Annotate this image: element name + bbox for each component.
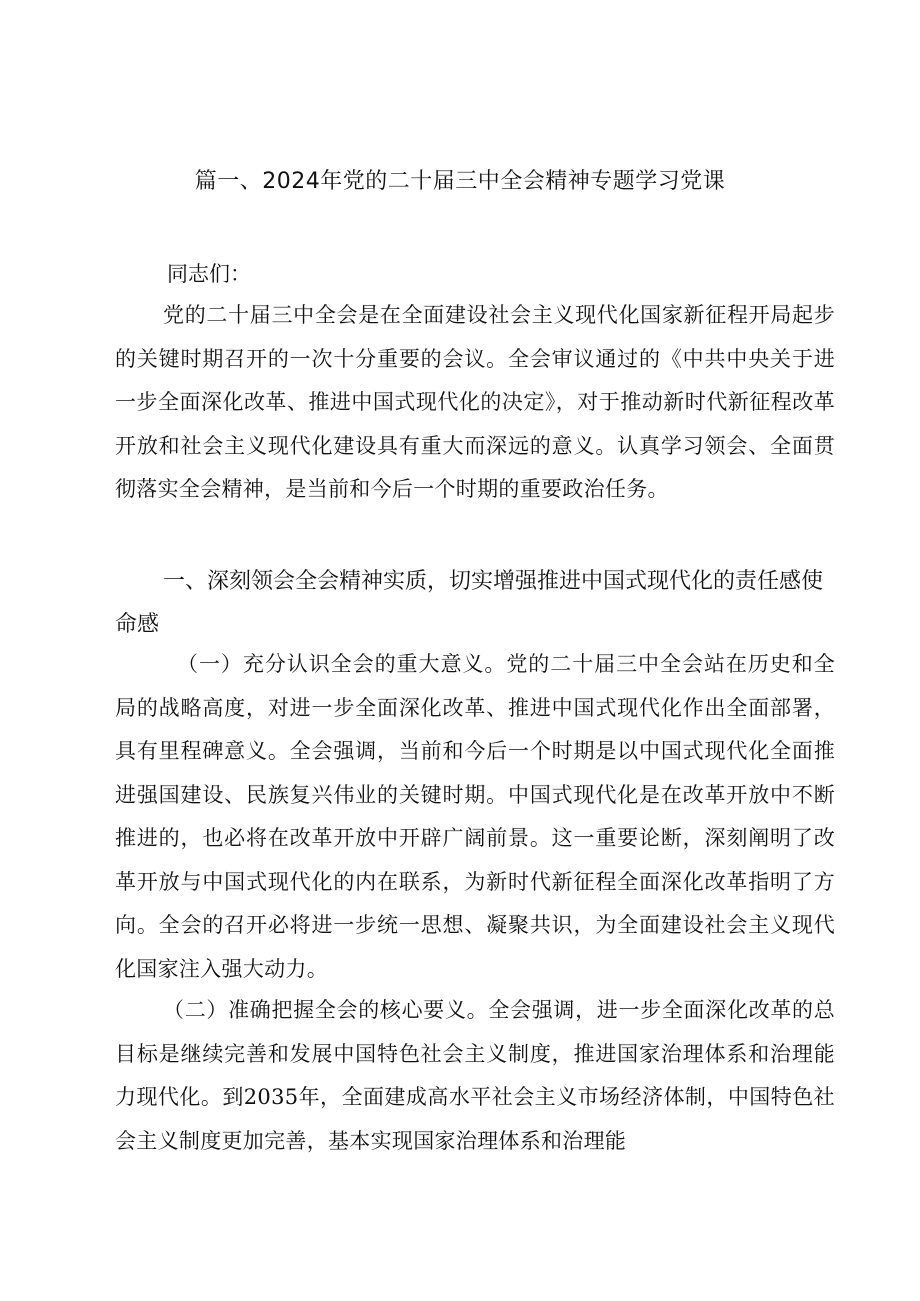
- section-paragraph-1: （一）充分认识全会的重大意义。党的二十届三中全会站在历史和全局的战略高度，对进一步全面深化改革、推进中国式现代化作出全面部署，具有里程碑意义。全会强调，当前和今后一个时期是以中国式现代化全面推进强国建设、民族复兴伟业的关键时期。中国式现代化是在改革开放中不断推进的，也必将在改革开放中开辟广阔前景。这一重要论断，深刻阐明了改革开放与中国式现代化的内在联系，为新时代新征程全面深化改革指明了方向。全会的召开必将进一步统一思想、凝聚共识，为全面建设社会主义现代化国家注入强大动力。: [115, 652, 835, 981]
- section-heading: 一、深刻领会全会精神实质，切实增强推进中国式现代化的责任感使命感: [115, 569, 824, 637]
- intro-paragraph: 党的二十届三中全会是在全面建设社会主义现代化国家新征程开局起步的关键时期召开的一次十分重要的会议。全会审议通过的《中共中央关于进一步全面深化改革、推进中国式现代化的决定》，对于推动新时代新征程改革开放和社会主义现代化建设具有重大而深远的意义。认真学习领会、全面贯彻落实全会精神，是当前和今后一个时期的重要政治任务。: [115, 303, 835, 501]
- salutation: 同志们：: [167, 262, 251, 286]
- document-title: 篇一、2024年党的二十届三中全会精神专题学习党课: [194, 169, 726, 194]
- section-paragraph-2: （二）准确把握全会的核心要义。全会强调，进一步全面深化改革的总目标是继续完善和发展中国特色社会主义制度，推进国家治理体系和治理能力现代化。到2035年，全面建成高水平社会主义市场经济体制，中国特色社会主义制度更加完善，基本实现国家治理体系和治理能: [115, 998, 835, 1153]
